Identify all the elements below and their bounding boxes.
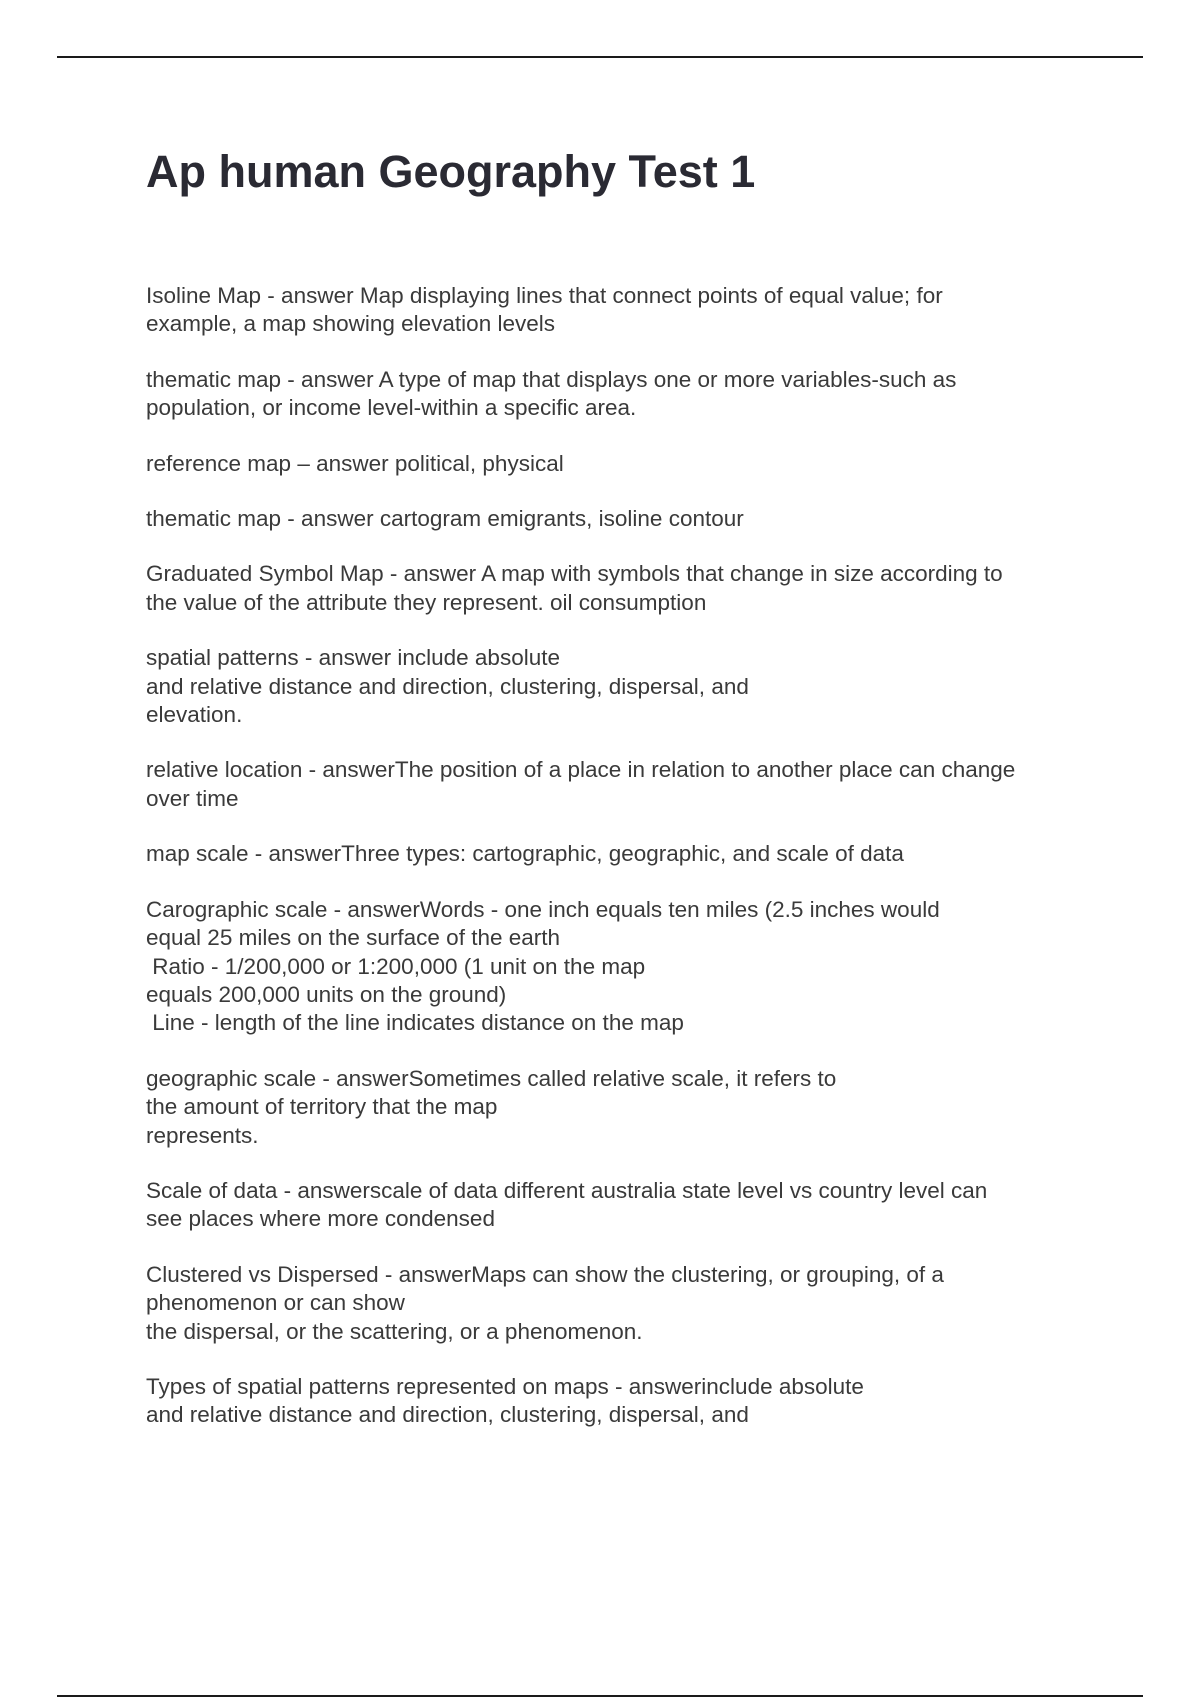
document-title: Ap human Geography Test 1 bbox=[146, 146, 756, 197]
qa-entry-geographic-scale: geographic scale - answerSometimes called relative scale, it refers to the amount of territory that the map represents. bbox=[146, 1065, 837, 1148]
qa-entry-thematic-map: thematic map - answer A type of map that displays one or more variables-such as population, or income level-within a specific area. bbox=[146, 366, 957, 421]
qa-entry-relative-location: relative location - answerThe position of a place in relation to another place can change over time bbox=[146, 757, 1016, 811]
qa-entry-isoline-map: Isoline Map - answer Map displaying lines that connect points of equal value; for example, a map showing elevation levels bbox=[146, 283, 943, 337]
qa-entry-scale-of-data: Scale of data - answerscale of data different australia state level vs country level can see places where more condensed bbox=[146, 1177, 988, 1232]
bottom-divider bbox=[57, 1695, 1143, 1697]
qa-entry-map-scale: map scale - answerThree types: cartographic, geographic, and scale of data bbox=[146, 841, 904, 867]
qa-entry-cartographic-scale: Carographic scale - answerWords - one inch equals ten miles (2.5 inches would equal 25 miles on the surface of the earth Ratio - 1/200,000 or 1:200,000 (1 unit on the map equals 200,000 units on the ground) Line - length of the line indicates distance on the map bbox=[146, 896, 940, 1036]
top-divider bbox=[57, 56, 1143, 58]
qa-entry-reference-map: reference map – answer political, physical bbox=[146, 450, 564, 476]
qa-entry-thematic-map-examples: thematic map - answer cartogram emigrants, isoline contour bbox=[146, 506, 744, 532]
qa-list bbox=[146, 282, 1086, 1457]
qa-entry-graduated-symbol-map: Graduated Symbol Map - answer A map with symbols that change in size according to the value of the attribute they represent. oil consumption bbox=[146, 561, 1003, 615]
qa-entry-spatial-patterns: spatial patterns - answer include absolute and relative distance and direction, clustering, dispersal, and elevation. bbox=[146, 645, 749, 728]
qa-entry-types-of-spatial-patterns: Types of spatial patterns represented on maps - answerinclude absolute and relative distance and direction, clustering, dispersal, and bbox=[146, 1373, 864, 1428]
qa-entry-clustered-vs-dispersed: Clustered vs Dispersed - answerMaps can show the clustering, or grouping, of a phenomenon or can show the dispersal, or the scattering, or a phenomenon. bbox=[146, 1261, 944, 1344]
